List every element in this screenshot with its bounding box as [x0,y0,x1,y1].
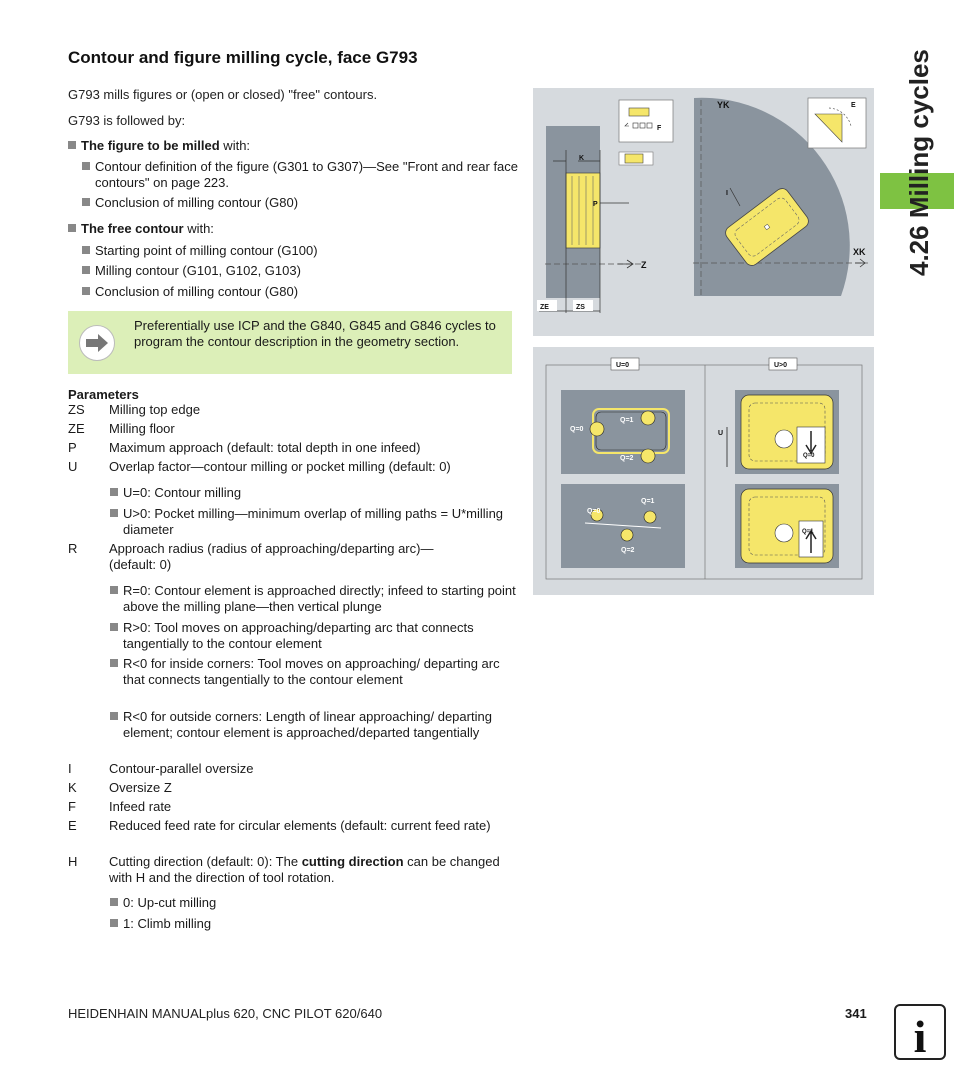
list-item: R<0 for inside corners: Tool moves on approaching/ departing arc that connects tangentially to the contour element [110,656,518,688]
label-f: F [657,125,662,132]
label-ze: ZE [540,304,549,311]
bullet-square-icon [110,659,118,667]
label-u0: U=0 [616,362,630,369]
bullet-square-icon [110,586,118,594]
list-item: R=0: Contour element is approached directly; infeed to starting point above the milling plane—then vertical plunge [110,583,518,615]
cutter-icon [621,529,633,541]
bullet-square-icon [82,287,90,295]
bullet-square-icon [68,224,76,232]
label-i: I [726,190,728,197]
list-item: U=0: Contour milling [110,485,518,501]
label-k: K [579,155,585,162]
list-item: Starting point of milling contour (G100) [82,243,520,259]
intro-text: G793 mills figures or (open or closed) "free" contours. [68,87,378,102]
bullet-square-icon [82,198,90,206]
note-box [68,311,512,374]
diagram-overlap [533,347,874,595]
cutter-icon [590,422,604,436]
list-item: R>0: Tool moves on approaching/departing arc that connects tangentially to the contour element [110,620,518,652]
list-item: Contour definition of the figure (G301 to G307)—See "Front and rear face contours" on page 223. [82,159,520,191]
param-row: K Oversize Z [68,780,172,795]
param-row: R Approach radius (radius of approaching/departing arc)— (default: 0) [68,541,434,572]
free-heading: The free contour with: [68,221,214,237]
label-q1-c: Q=1 [802,529,814,535]
list-item: 1: Climb milling [110,916,518,932]
param-row: H Cutting direction (default: 0): The cutting direction can be changed with H and the direction of tool rotation. [68,854,508,886]
list-item: Milling contour (G101, G102, G103) [82,263,520,279]
chapter-title-text: 4.26 Milling cycles [904,49,934,276]
param-row: ZE Milling floor [68,421,175,436]
bullet-square-icon [110,488,118,496]
label-z: Z [641,260,647,270]
bullet-square-icon [110,919,118,927]
param-row: P Maximum approach (default: total depth in one infeed) [68,440,421,455]
cutter-icon [641,411,655,425]
label-q1: Q=1 [620,417,634,424]
info-glyph: i [913,1011,927,1058]
bullet-square-icon [82,266,90,274]
cutter-icon [641,449,655,463]
bullet-square-icon [110,509,118,517]
param-row: F Infeed rate [68,799,172,814]
param-row: ZS Milling top edge [68,402,201,417]
label-yk: YK [717,100,730,110]
label-q2: Q=2 [620,455,634,462]
bullet-square-icon [82,246,90,254]
param-row: U Overlap factor—contour milling or pocket milling (default: 0) [68,459,451,474]
label-xk: XK [853,247,866,257]
page-number: 341 [845,1006,867,1021]
cutter-icon [775,430,793,448]
info-icon [894,1004,946,1060]
cutter-icon [644,511,656,523]
arrow-right-icon [79,325,115,361]
milled-area [566,173,600,248]
label-q0-b: Q=0 [587,508,601,515]
cutter-icon [775,524,793,542]
param-row: I Contour-parallel oversize [68,761,254,776]
followed-text: G793 is followed by: [68,113,186,128]
footer-text: HEIDENHAIN MANUALplus 620, CNC PILOT 620/640 [68,1006,383,1021]
bullet-square-icon [82,162,90,170]
page-title: Contour and figure milling cycle, face G793 [68,48,418,67]
label-zs: ZS [576,304,585,311]
figure-heading: The figure to be milled with: [68,138,250,154]
list-item: 0: Up-cut milling [110,895,518,911]
label-q2-b: Q=2 [621,547,635,554]
list-item: U>0: Pocket milling—minimum overlap of milling paths = U*milling diameter [110,506,518,538]
label-q0-c: Q=0 [803,453,815,459]
list-item: R<0 for outside corners: Length of linear approaching/ departing element; contour element is approached/departed tangentially [110,709,518,741]
list-item: Conclusion of milling contour (G80) [82,284,520,300]
bullet-square-icon [68,141,76,149]
label-q0: Q=0 [570,426,584,433]
tool-icon-box [619,100,673,142]
diagram-face-milling [533,88,874,336]
chapter-title [896,30,936,290]
param-h-text: Cutting direction (default: 0): The cutting direction can be changed with H and the direction of tool rotation. [109,854,500,885]
parameters-heading: Parameters [68,387,139,402]
label-u1: U>0 [774,362,788,369]
bullet-square-icon [110,623,118,631]
param-row: E Reduced feed rate for circular elements (default: current feed rate) [68,818,491,833]
bullet-square-icon [110,712,118,720]
label-u: U [718,430,724,437]
note-text: Preferentially use ICP and the G840, G845 and G846 cycles to program the contour description in the geometry section. [134,318,496,349]
bullet-square-icon [110,898,118,906]
label-q1-b: Q=1 [641,498,655,505]
label-p: P [593,201,598,208]
label-e: E [851,102,856,109]
list-item: Conclusion of milling contour (G80) [82,195,520,211]
